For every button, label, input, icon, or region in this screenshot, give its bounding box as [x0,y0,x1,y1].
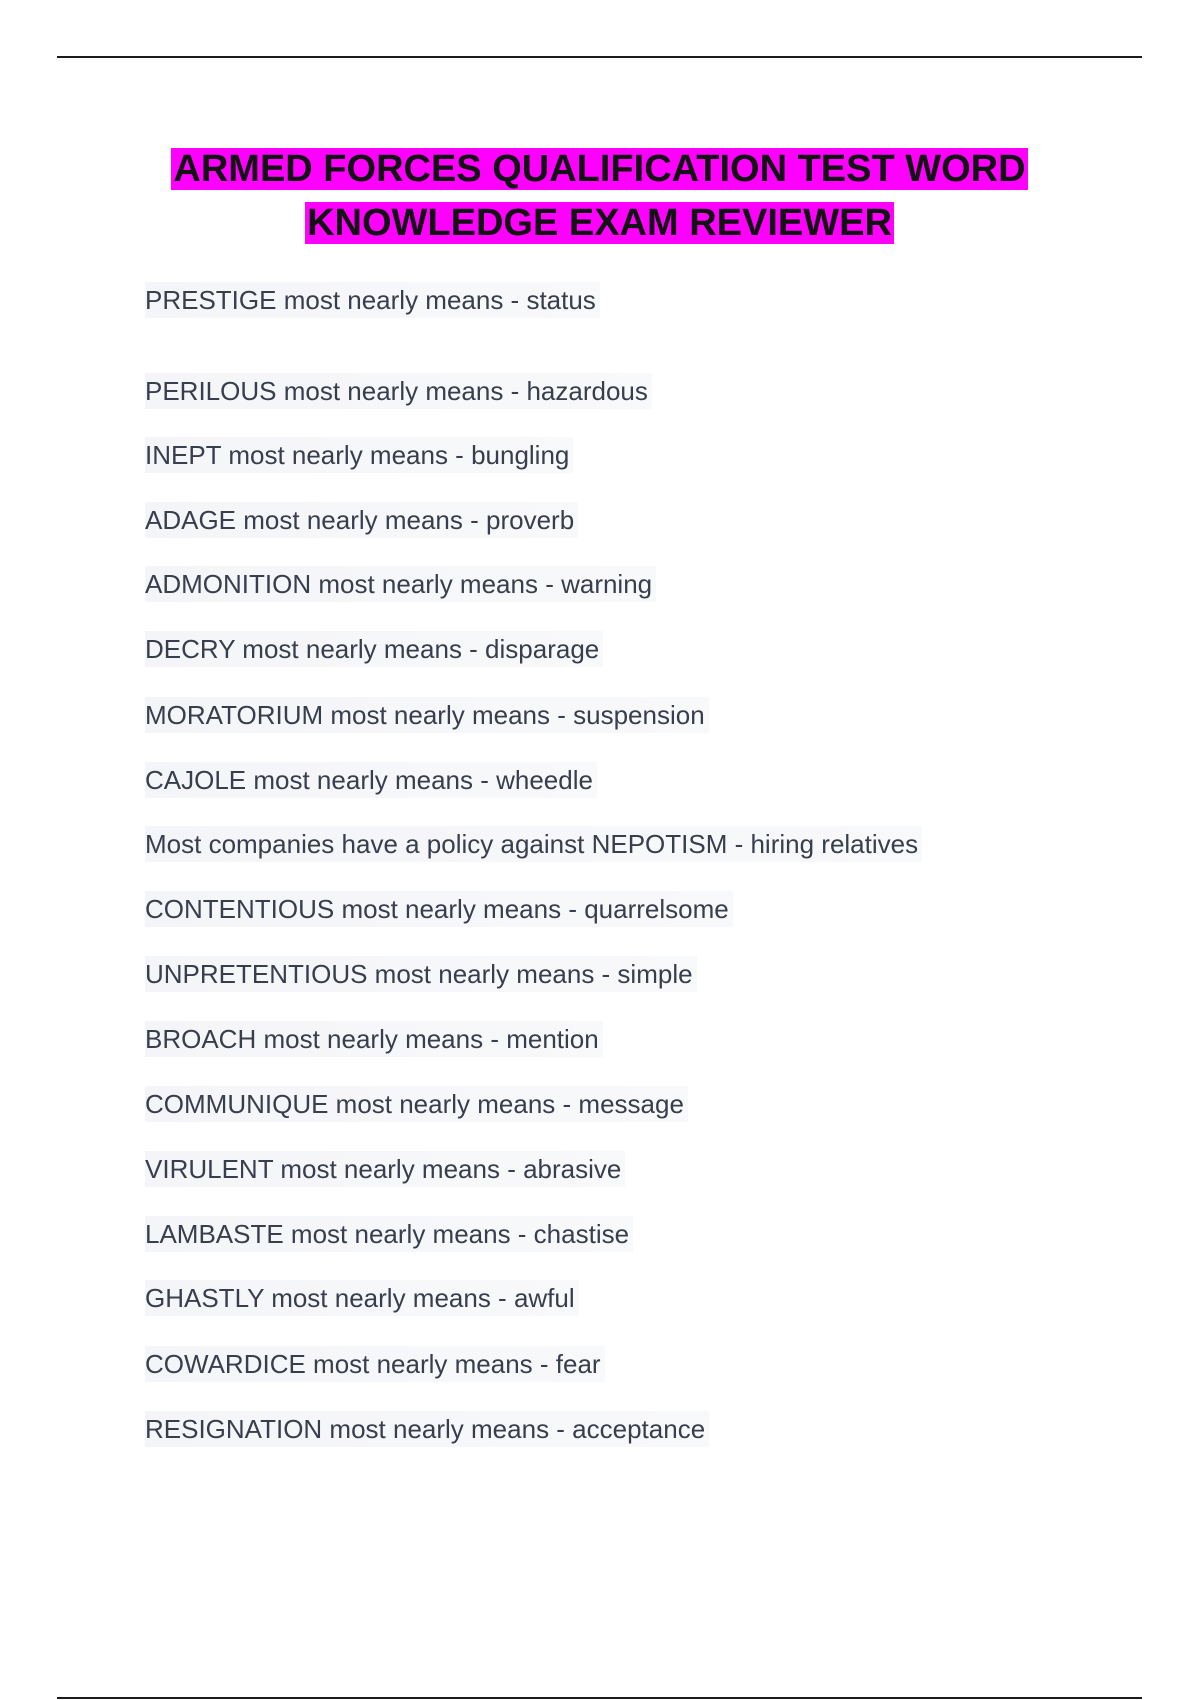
list-item: BROACH most nearly means - mention [145,1021,603,1057]
title-line-1: ARMED FORCES QUALIFICATION TEST WORD [173,148,1026,190]
list-item: GHASTLY most nearly means - awful [145,1280,579,1316]
title-line-2: KNOWLEDGE EXAM REVIEWER [307,202,892,244]
list-item: COMMUNIQUE most nearly means - message [145,1086,688,1122]
list-item: DECRY most nearly means - disparage [145,631,603,667]
list-item: Most companies have a policy against NEPOTISM - hiring relatives [145,826,922,862]
list-item: RESIGNATION most nearly means - acceptance [145,1411,709,1447]
list-item: COWARDICE most nearly means - fear [145,1346,605,1382]
list-item: PERILOUS most nearly means - hazardous [145,373,652,409]
list-item: PRESTIGE most nearly means - status [145,282,600,318]
list-item: UNPRETENTIOUS most nearly means - simple [145,956,697,992]
list-item: CAJOLE most nearly means - wheedle [145,762,597,798]
list-item: MORATORIUM most nearly means - suspension [145,697,709,733]
list-item: VIRULENT most nearly means - abrasive [145,1151,625,1187]
list-item: ADMONITION most nearly means - warning [145,566,656,602]
list-item: LAMBASTE most nearly means - chastise [145,1216,633,1252]
document-title [57,146,1142,254]
list-item: CONTENTIOUS most nearly means - quarrelsome [145,891,733,927]
bottom-rule [57,1697,1142,1699]
top-rule [57,56,1142,58]
list-item: ADAGE most nearly means - proverb [145,502,578,538]
list-item: INEPT most nearly means - bungling [145,437,573,473]
